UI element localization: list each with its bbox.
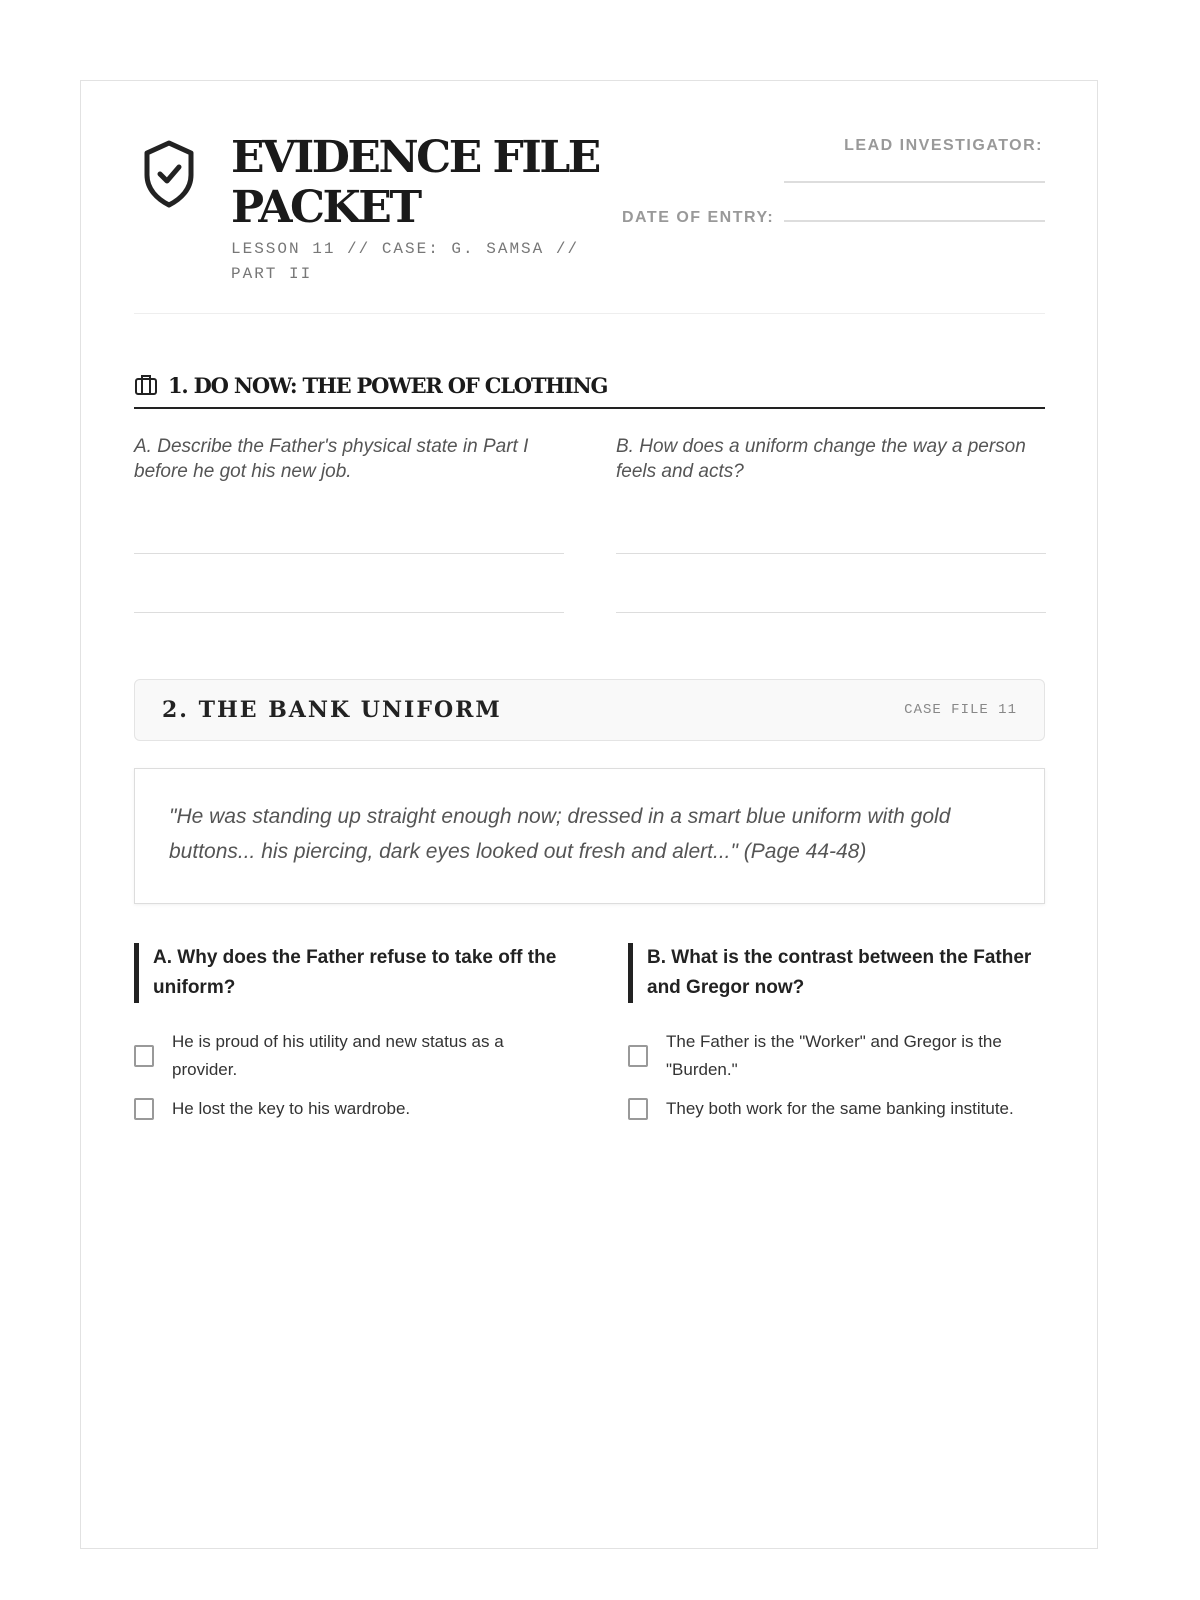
option-label: The Father is the "Worker" and Gregor is the "Burden." [666,1032,1002,1079]
option-label: They both work for the same banking institute. [666,1099,1014,1118]
divider [134,313,1045,314]
option-label: He lost the key to his wardrobe. [172,1099,411,1118]
answer-line-1b[interactable] [616,553,1046,554]
section-1-header [134,369,1045,409]
checkbox[interactable] [628,1045,648,1067]
question-1a: A. Describe the Father's physical state in Part I before he got his new job. [134,436,529,482]
lead-investigator-label: LEAD INVESTIGATOR: [844,137,1043,154]
page-title: EVIDENCE FILE PACKET [231,132,599,233]
lead-investigator-field[interactable] [784,181,1045,183]
section-1-title: 1. DO NOW: THE POWER OF CLOTHING [168,372,608,398]
answer-line-1b[interactable] [616,612,1046,613]
option-2a-1[interactable] [134,1028,564,1084]
worksheet-page [80,80,1098,1549]
option-2b-2[interactable] [628,1095,1028,1123]
date-of-entry-field[interactable] [784,220,1045,222]
shield-check-icon [139,139,199,209]
lesson-subtitle: LESSON 11 // CASE: G. SAMSA // PART II [231,240,580,283]
answer-line-1a[interactable] [134,553,564,554]
checkbox[interactable] [134,1045,154,1067]
briefcase-icon [134,374,158,396]
checkbox[interactable] [134,1098,154,1120]
checkbox[interactable] [628,1098,648,1120]
answer-line-1a[interactable] [134,612,564,613]
question-2b: B. What is the contrast between the Father and Gregor now? [628,943,1068,1003]
section-2-header [134,679,1045,741]
date-of-entry-label: DATE OF ENTRY: [622,209,775,226]
case-file-tag: CASE FILE 11 [904,702,1017,718]
evidence-quote: "He was standing up straight enough now; dressed in a smart blue uniform with gold buttons... his piercing, dark eyes looked out fresh and alert..." (Page 44-48) [134,768,1045,904]
option-label: He is proud of his utility and new status as a provider. [172,1032,504,1079]
option-2b-1[interactable] [628,1028,1048,1084]
question-1b: B. How does a uniform change the way a person feels and acts? [616,436,1026,482]
section-2-title: 2. THE BANK UNIFORM [162,697,502,723]
question-2a: A. Why does the Father refuse to take off the uniform? [134,943,574,1003]
option-2a-2[interactable] [134,1095,564,1123]
